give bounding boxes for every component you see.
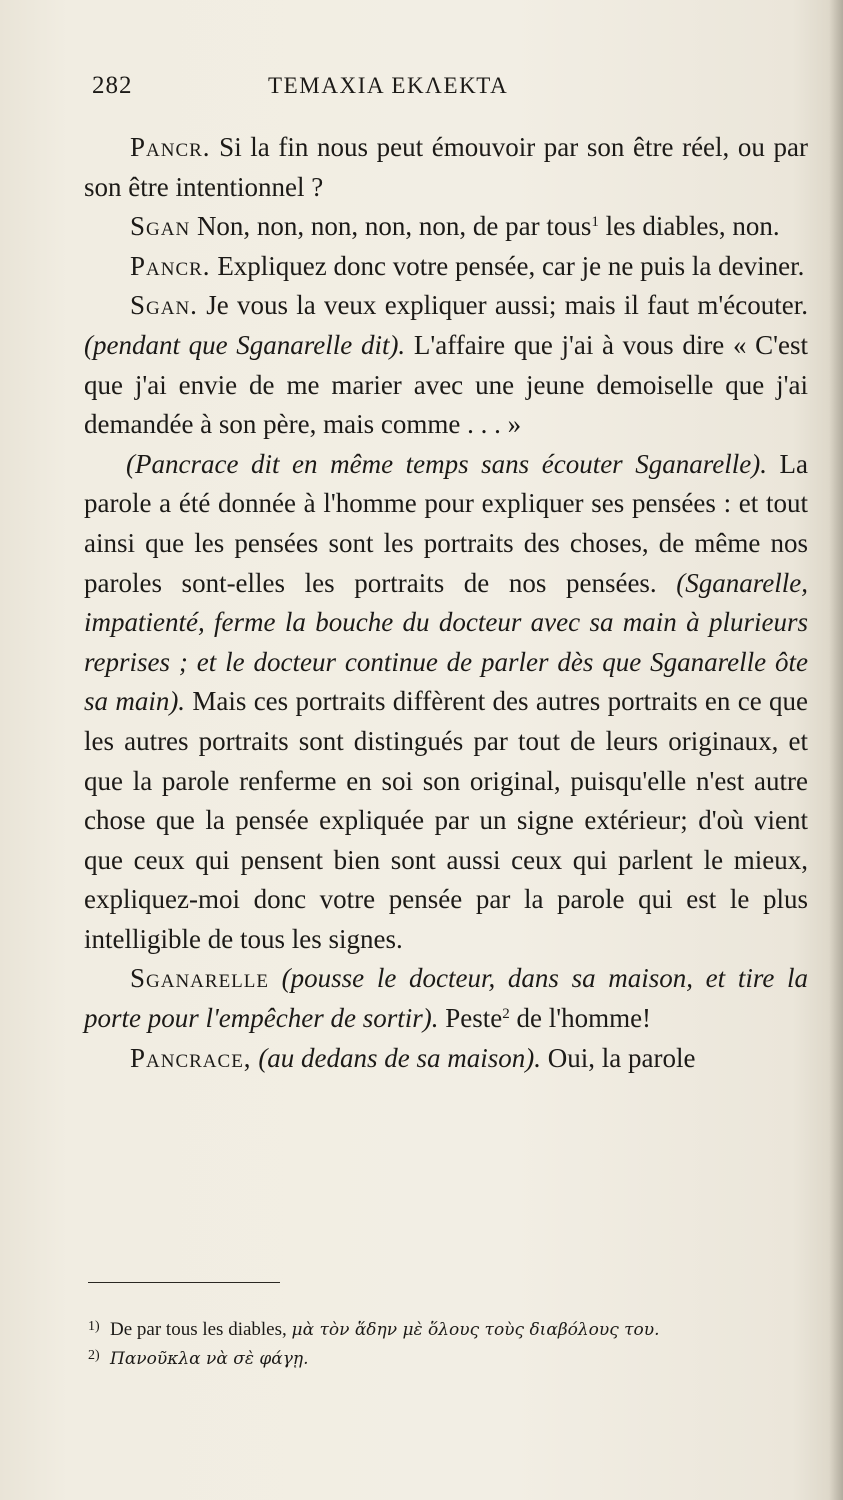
speech-text: Expliquez donc votre pensée, car je ne puis la deviner. <box>210 250 805 281</box>
speech-text: Je vous la veux expliquer aussi; mais il faut m'écouter. <box>197 290 808 321</box>
speaker-name: Pancrace, <box>130 1042 252 1073</box>
footnote-1 <box>88 1314 818 1343</box>
stage-direction: (Pancrace dit en même temps sans écouter Sganarelle). <box>126 448 767 479</box>
speaker-name: Pancr. <box>130 132 211 162</box>
footnotes <box>88 1314 818 1372</box>
paragraph-sganarelle-3 <box>84 959 808 1038</box>
paragraph-sganarelle-2 <box>84 286 808 444</box>
running-header <box>92 72 812 112</box>
footnote-mark: 1) <box>88 1319 100 1334</box>
stage-direction: (pousse le docteur, dans sa maison, et tire la porte pour l'empêcher de sortir). <box>84 963 808 1034</box>
page-number: 282 <box>92 72 133 99</box>
speech-text: La parole a été donnée à l'homme pour expliquer ses pensées : et tout ainsi que les pensées sont les portraits des choses, de même nos paroles sont-elles les portraits de nos pensées. <box>84 448 808 598</box>
stage-direction: (au dedans de sa maison). <box>251 1042 542 1073</box>
page-edge-shadow <box>829 0 843 1500</box>
speaker-name: Sgan <box>130 211 191 242</box>
dialogue-text <box>84 128 808 1078</box>
speaker-name: Sgan. <box>130 290 198 321</box>
footnote-2 <box>88 1343 818 1372</box>
speaker-name: Pancr. <box>130 250 211 281</box>
footnote-text: De par tous les diables, <box>110 1319 287 1340</box>
paragraph-sganarelle-1 <box>84 207 808 247</box>
paragraph-pancrace-4 <box>84 1039 808 1079</box>
paragraph-pancrace-2 <box>84 247 808 287</box>
speech-text: de l'homme! <box>509 1003 652 1034</box>
stage-direction: (pendant que Sganarelle dit). <box>84 329 406 360</box>
speech-text: Oui, la parole <box>541 1042 696 1073</box>
speaker-name: Sganarelle <box>130 963 269 994</box>
speech-text: Peste <box>438 1003 503 1034</box>
speech-text: Mais ces portraits diffèrent des autres portraits en ce que les autres portraits sont distingués par tout de leurs originaux, et que la parole renferme en soi son original, puisqu'elle n'est autre chose que la pensée expliquée par un signe extérieur; d'où vient que ceux qui pensent bien sont aussi ceux qui parlent le mieux, expliquez-moi donc votre pensée par la parole qui est le plus intelligible de tous les signes. <box>84 686 808 954</box>
speech-text: les diables, non. <box>598 211 780 242</box>
footnote-mark: 2) <box>88 1348 100 1363</box>
footnote-greek: Πανοῦκλα νὰ σὲ φάγῃ. <box>110 1349 309 1369</box>
speech-text: Non, non, non, non, non, de par tous <box>190 211 592 242</box>
footnote-ref: 2 <box>502 1006 510 1023</box>
speech-text: L'affaire que j'ai à vous dire « C'est que j'ai envie de me marier avec une jeune demoiselle que j'ai demandée à son père, mais comme . . . » <box>84 329 808 440</box>
footnote-greek: μὰ τὸν ἅδην μὲ ὅλους τοὺς διαβόλους του. <box>291 1320 660 1340</box>
footnote-ref: 1 <box>591 214 599 231</box>
running-title: ΤΕΜΑΧΙΑ ΕΚΛΕΚΤΑ <box>268 73 509 98</box>
paragraph-pancrace-1 <box>84 128 808 207</box>
paragraph-pancrace-3 <box>84 445 808 960</box>
speech-text: Si la fin nous peut émouvoir par son être réel, ou par son être intentionnel ? <box>84 132 808 202</box>
footnote-divider <box>88 1282 280 1283</box>
stage-direction: (Sganarelle, impatienté, ferme la bouche du docteur avec sa main à plurieurs reprises ; et le docteur continue de parler dès que Sganarelle ôte sa main). <box>84 567 808 717</box>
